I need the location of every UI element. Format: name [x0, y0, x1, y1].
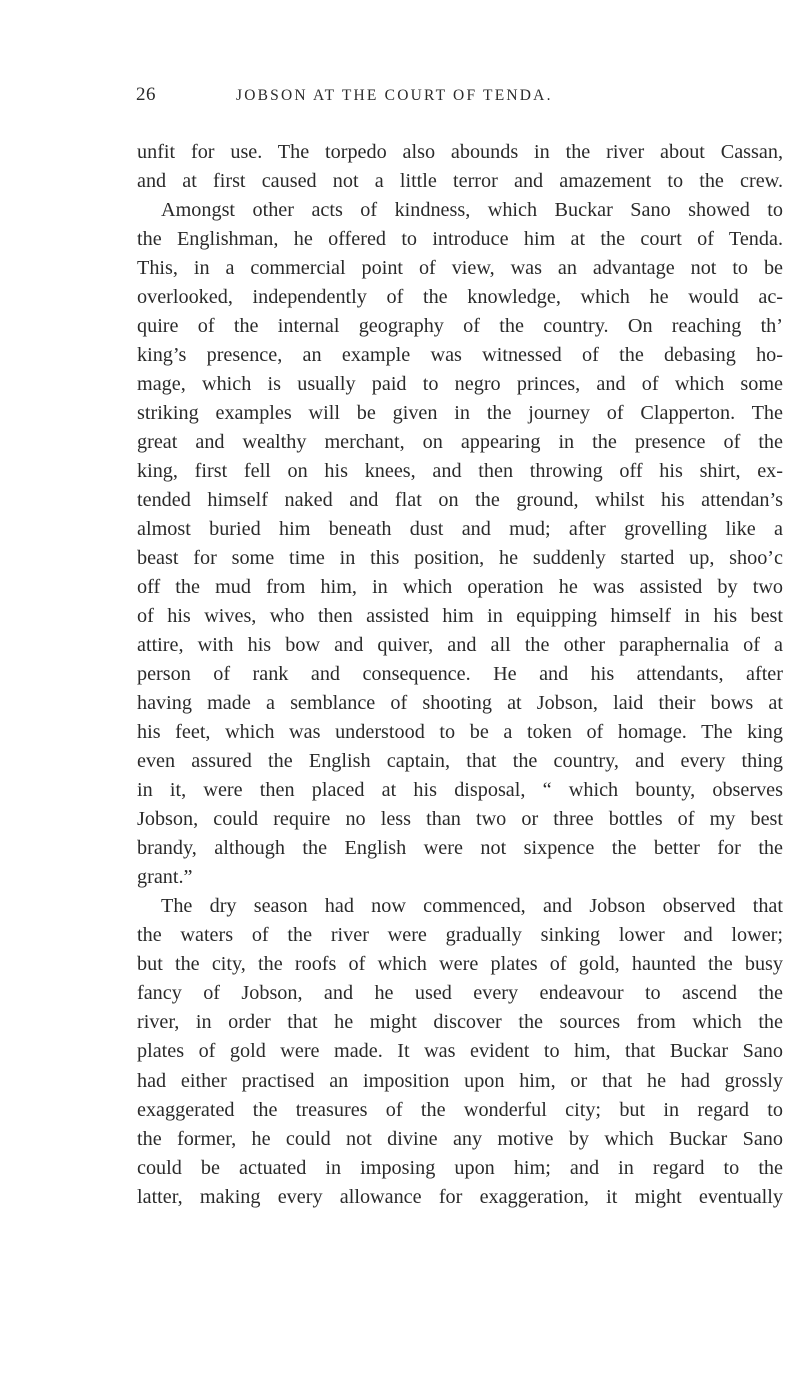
- text-line: striking examples will be given in the journey of Clapperton. The: [137, 402, 783, 425]
- text-line: king, first fell on his knees, and then throwing off his shirt, ex-: [137, 460, 783, 483]
- text-line: grant.”: [137, 866, 193, 889]
- text-line: plates of gold were made. It was evident to him, that Buckar Sano: [137, 1040, 783, 1063]
- text-line: quire of the internal geography of the country. On reaching th’: [137, 315, 783, 338]
- text-line: but the city, the roofs of which were plates of gold, haunted the busy: [137, 953, 783, 976]
- text-line: unfit for use. The torpedo also abounds in the river about Cassan,: [137, 141, 783, 163]
- text-line: had either practised an imposition upon him, or that he had grossly: [137, 1069, 783, 1092]
- text-line: overlooked, independently of the knowledge, which he would ac-: [137, 286, 783, 309]
- text-line: almost buried him beneath dust and mud; after grovelling like a: [137, 518, 783, 541]
- text-line: river, in order that he might discover the sources from which the: [137, 1011, 783, 1034]
- text-line: great and wealthy merchant, on appearing in the presence of the: [137, 431, 783, 454]
- text-line: of his wives, who then assisted him in equipping himself in his best: [137, 605, 783, 628]
- text-line: the Englishman, he offered to introduce him at the court of Tenda.: [137, 228, 783, 251]
- text-line: in it, were then placed at his disposal, “ which bounty, observes: [137, 779, 783, 802]
- text-line: having made a semblance of shooting at Jobson, laid their bows at: [137, 692, 783, 715]
- text-line: beast for some time in this position, he suddenly started up, shoo’c: [137, 547, 783, 570]
- running-title: JOBSON AT THE COURT OF TENDA.: [236, 87, 553, 104]
- text-line: tended himself naked and flat on the ground, whilst his attendan’s: [137, 489, 783, 512]
- text-line: exaggerated the treasures of the wonderful city; but in regard to: [137, 1098, 783, 1121]
- text-line: Jobson, could require no less than two or three bottles of my best: [137, 808, 783, 831]
- text-line: mage, which is usually paid to negro princes, and of which some: [137, 373, 783, 396]
- text-line: even assured the English captain, that the country, and every thing: [137, 750, 783, 773]
- text-line: and at first caused not a little terror and amazement to the crew.: [137, 170, 783, 193]
- text-line: brandy, although the English were not sixpence the better for the: [137, 837, 783, 860]
- body-text: [137, 138, 783, 1212]
- text-line: This, in a commercial point of view, was an advantage not to be: [137, 257, 783, 280]
- text-line: the former, he could not divine any motive by which Buckar Sano: [137, 1127, 783, 1150]
- page-number: 26: [136, 84, 156, 105]
- text-line: king’s presence, an example was witnessed of the debasing ho-: [137, 344, 783, 367]
- text-line: The dry season had now commenced, and Jobson observed that: [161, 895, 783, 918]
- text-line: could be actuated in imposing upon him; and in regard to the: [137, 1156, 783, 1179]
- text-line: Amongst other acts of kindness, which Buckar Sano showed to: [161, 199, 783, 222]
- page-header: [136, 84, 776, 114]
- text-line: latter, making every allowance for exaggeration, it might eventually: [137, 1185, 783, 1208]
- text-line: attire, with his bow and quiver, and all the other paraphernalia of a: [137, 634, 783, 657]
- text-line: off the mud from him, in which operation he was assisted by two: [137, 576, 783, 599]
- text-line: fancy of Jobson, and he used every endeavour to ascend the: [137, 982, 783, 1005]
- text-line: the waters of the river were gradually sinking lower and lower;: [137, 924, 783, 947]
- text-line: his feet, which was understood to be a token of homage. The king: [137, 721, 783, 744]
- text-line: person of rank and consequence. He and his attendants, after: [137, 663, 783, 686]
